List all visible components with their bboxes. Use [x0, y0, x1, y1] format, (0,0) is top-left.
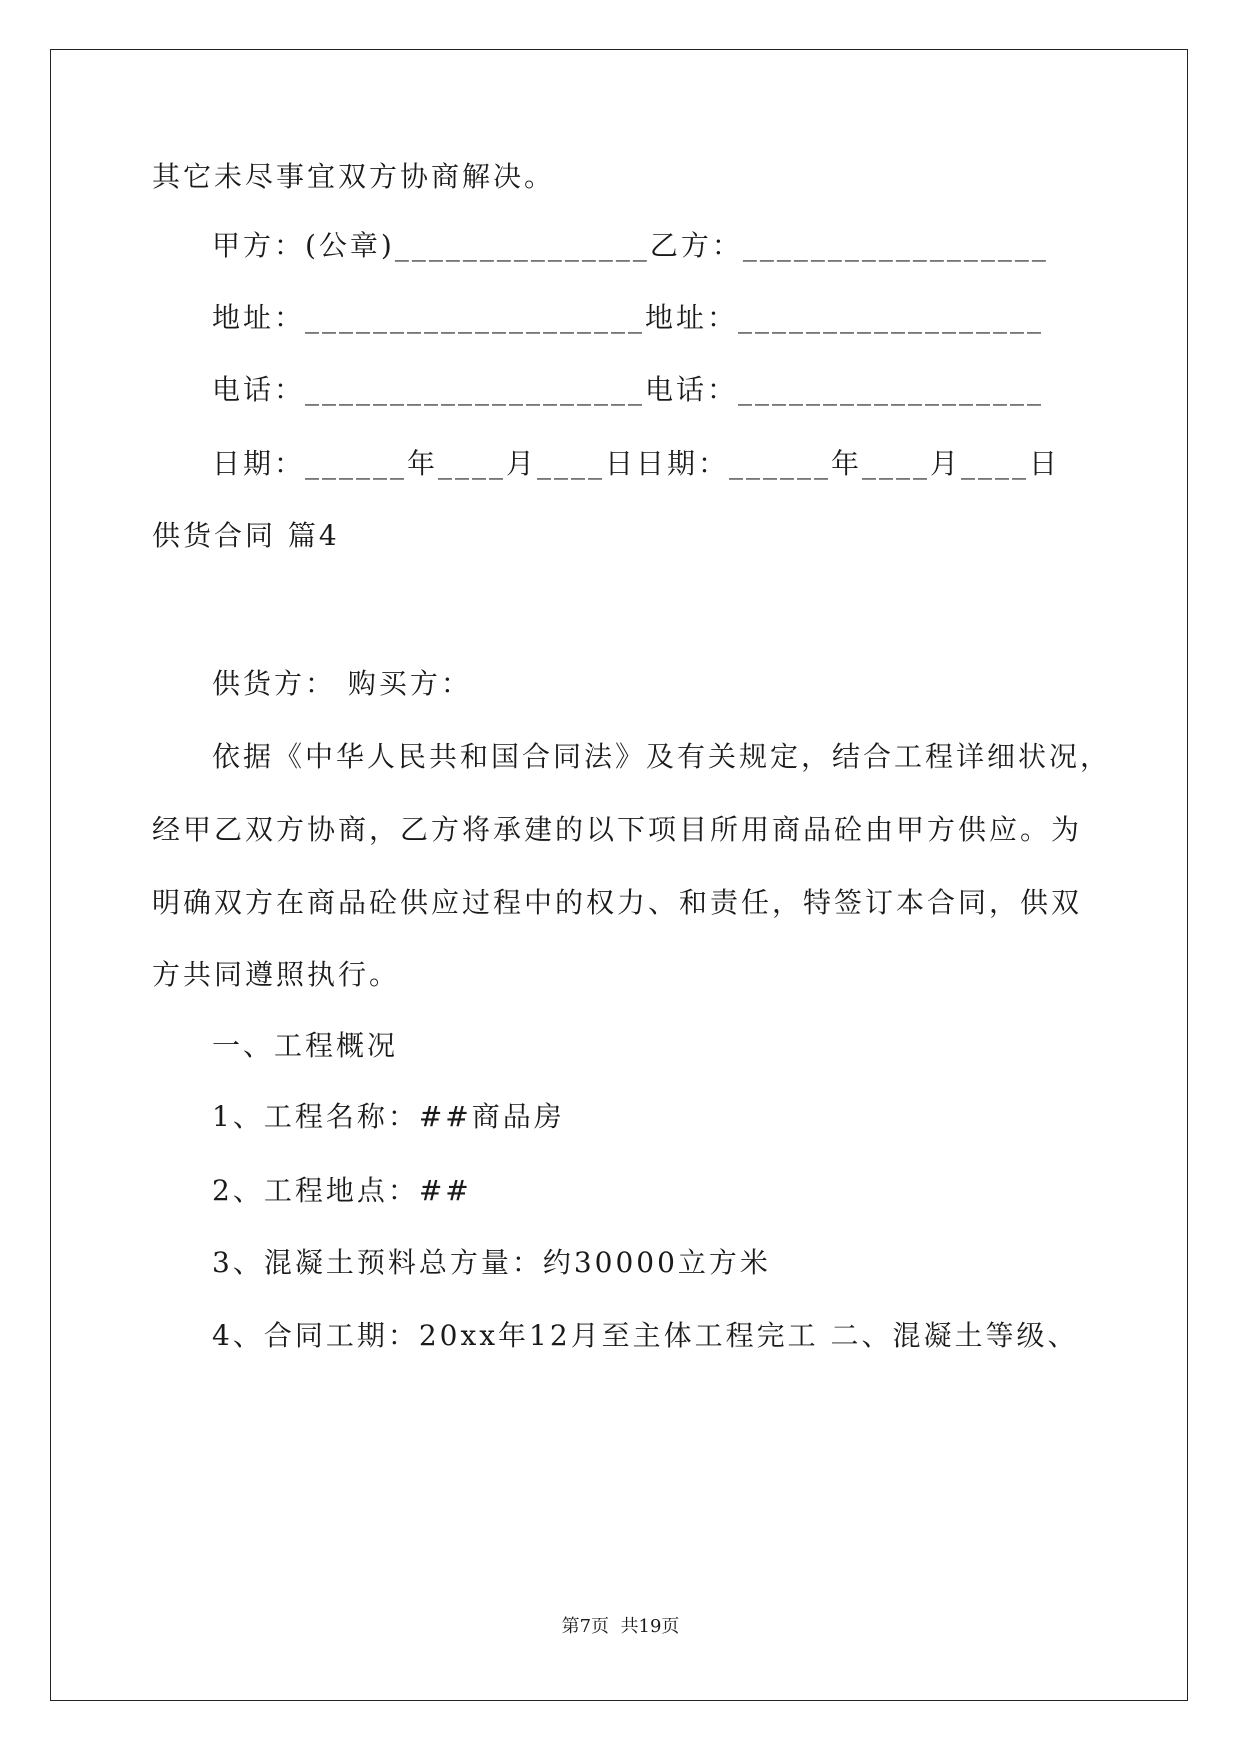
supplier-buyer-line: 供货方： 购买方：: [212, 667, 472, 700]
list-item: 3、混凝土预料总方量：约30000立方米: [212, 1246, 771, 1279]
page-number: 第7页 共19页: [561, 1616, 680, 1637]
date-line: 日期：______年____月____日日期：______年____月____日: [212, 447, 1061, 480]
body-paragraph-line: 依据《中华人民共和国合同法》及有关规定，结合工程详细状况，: [212, 740, 1112, 773]
list-item: 2、工程地点：##: [212, 1174, 472, 1207]
page-border: [50, 49, 1188, 1701]
party-a-signature-line: 甲方：(公章)_______________乙方：__________________: [212, 229, 1049, 262]
section-heading: 供货合同 篇4: [152, 519, 340, 552]
body-paragraph-line: 明确双方在商品砼供应过程中的权力、和责任，特签订本合同，供双: [152, 886, 1083, 919]
closing-clause: 其它未尽事宜双方协商解决。: [152, 160, 556, 193]
phone-line: 电话：____________________电话：__________________: [212, 373, 1045, 406]
address-line: 地址：____________________地址：__________________: [212, 301, 1045, 334]
body-paragraph-line: 方共同遵照执行。: [152, 958, 401, 991]
list-item: 1、工程名称：##商品房: [212, 1100, 565, 1133]
list-item: 4、合同工期：20xx年12月至主体工程完工 二、混凝土等级、: [212, 1319, 1079, 1352]
body-paragraph-line: 经甲乙双方协商，乙方将承建的以下项目所用商品砼由甲方供应。为: [152, 813, 1083, 846]
project-overview-heading: 一、工程概况: [212, 1029, 399, 1062]
